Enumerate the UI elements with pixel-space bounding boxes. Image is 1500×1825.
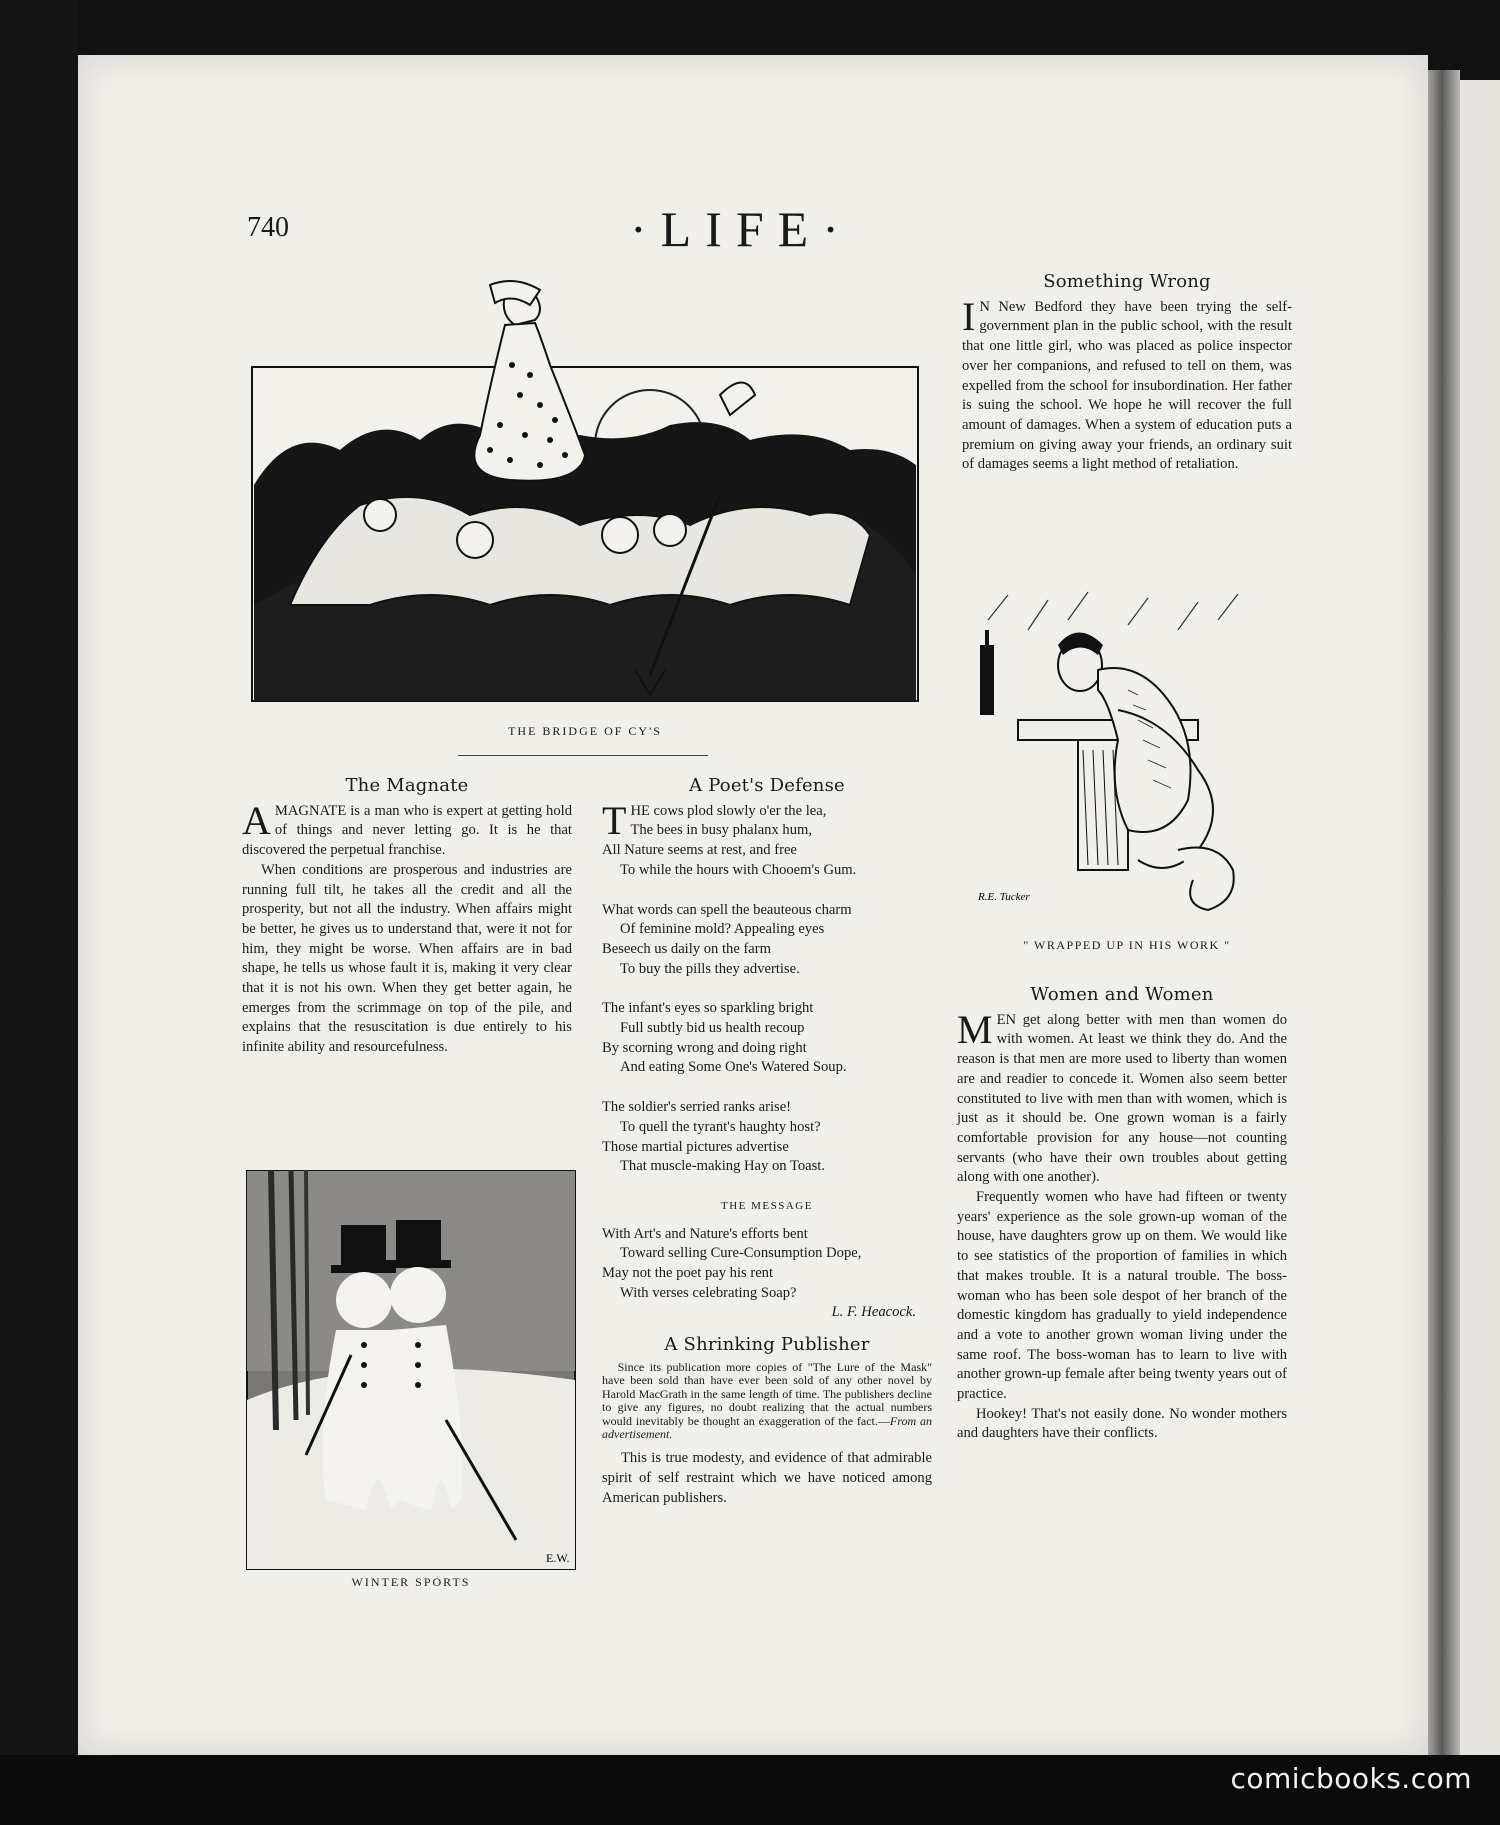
magnate-paragraph-2: When conditions are prosperous and industries are running full tilt, he takes all the credit and all the prosperity, but not all the industry. When affairs might be better, he gives us to understand that, were it not for him, they might be worse. When affairs are in bad shape, he tells us whose fault it is, making it very clear that it is not his own. When they get better again, he emerges from the scrimmage on top of the pile, and explains that the resuscitation is due entirely to his infinite ability and resourcefulness. [242, 861, 572, 1056]
shrinking-quote: Since its publication more copies of "The Lure of the Mask" have been sold than have ever been sold of any other novel by Harold MacGrath in the same length of time. The publishers decline to give any figures, no doubt realizing that the actual numbers would inevitably be thought an exaggeration of the fact.—From an advertisement. [602, 1359, 932, 1441]
women-dropcap: M [957, 1006, 993, 1052]
poet-dropcap: T [602, 797, 627, 843]
caption-rule [458, 755, 708, 756]
women-paragraph-2: Frequently women who have had fifteen or twenty years' experience as the sole grown-up woman of the house, have daughters grow up on them. We would like to see statistics of the proportion of families in which that makes trouble. It is a natural trouble. The boss-woman who has been sole despot of her branch of the domestic kingdom has gradually to yield independence and a vote to another grown woman living under the same roof. The boss-woman has to learn to live with another grown-up female after being twenty years out of practice. [957, 1189, 1287, 1403]
shrinking-title: A Shrinking Publisher [664, 1334, 870, 1356]
women-article [957, 985, 1287, 1444]
poet-author: L. F. Heacock. [831, 1304, 916, 1321]
wrong-title: Something Wrong [1043, 271, 1211, 292]
wrong-paragraph-1: I N New Bedford they have been trying the self-government plan in the public school, with the result that one little girl, who was placed as police inspector over her companions, and refused to tell on them, was expelled from the school for insubordination. Her father is suing the school. We hope he will recover the full amount of damages. When a system of education puts a premium on giving away your friends, an ordinary suit of damages seems a light method of retaliation. [962, 293, 1292, 473]
women-paragraph-3: Hookey! That's not easily done. No wonder mothers and daughters have their conflicts. [957, 1405, 1287, 1442]
winter-signature: E.W. [546, 1551, 570, 1565]
winter-sports-illustration [246, 1170, 576, 1570]
wrong-article [962, 272, 1292, 475]
magnate-dropcap: A [242, 797, 271, 843]
masthead: ·LIFE· [630, 201, 853, 257]
poet-message: THE MESSAGE With Art's and Nature's efforts bent Toward selling Cure-Consumption Dope, May not the poet pay his rent With verses celebrating Soap? L. F. Heacock. [602, 1197, 932, 1323]
scanner-edge [0, 0, 78, 1825]
message-heading: THE MESSAGE [721, 1199, 813, 1212]
magnate-title: The Magnate [345, 775, 469, 796]
bridge-caption: THE BRIDGE OF CY'S [508, 724, 662, 738]
poet-title: A Poet's Defense [689, 775, 845, 796]
poet-stanza-2: What words can spell the beauteous charm Of feminine mold? Appealing eyes Beseech us daily on the farm To buy the pills they advertise. [602, 901, 852, 977]
wrapped-illustration [968, 590, 1268, 930]
wrong-dropcap: I [962, 293, 976, 339]
women-paragraph-1: MEN get along better with men than women do with women. At least we think they do. And the reason is that men are more used to liberty than women are and readier to concede it. Women also seem better constituted to live with men than with women, which is just as it should be. One grown woman is a fairly comfortable provision for any house—not counting servants (who have their own troubles about getting along with one another). [957, 1006, 1287, 1186]
poet-stanza-1: T HE cows plod slowly o'er the lea, The bees in busy phalanx hum, All Nature seems at rest, and free To while the hours with Chooem's Gum. [602, 797, 857, 878]
magnate-article [242, 776, 572, 1058]
wrapped-signature: R.E. Tucker [978, 891, 1030, 903]
bridge-illustration [250, 275, 922, 705]
winter-caption: WINTER SPORTS [351, 1575, 471, 1589]
wrapped-caption: " WRAPPED UP IN HIS WORK " [1023, 938, 1231, 952]
poet-stanza-4: The soldier's serried ranks arise! To quell the tyrant's haughty host? Those martial pictures advertise That muscle-making Hay on Toast. [602, 1099, 826, 1175]
poet-stanza-3: The infant's eyes so sparkling bright Full subtly bid us health recoup By scorning wrong and doing right And eating Some One's Watered Soup. [602, 1000, 847, 1076]
women-title: Women and Women [1030, 984, 1214, 1005]
shrinking-body: This is true modesty, and evidence of that admirable spirit of self restraint which we have noticed among American publishers. [602, 1450, 932, 1506]
page-number: 740 [247, 212, 289, 243]
watermark: comicbooks.com [1230, 1762, 1472, 1795]
poet-article [602, 776, 932, 1508]
magnate-paragraph-1: AMAGNATE is a man who is expert at getting hold of things and never letting go. It is he that discovered the perpetual franchise. [242, 797, 572, 859]
